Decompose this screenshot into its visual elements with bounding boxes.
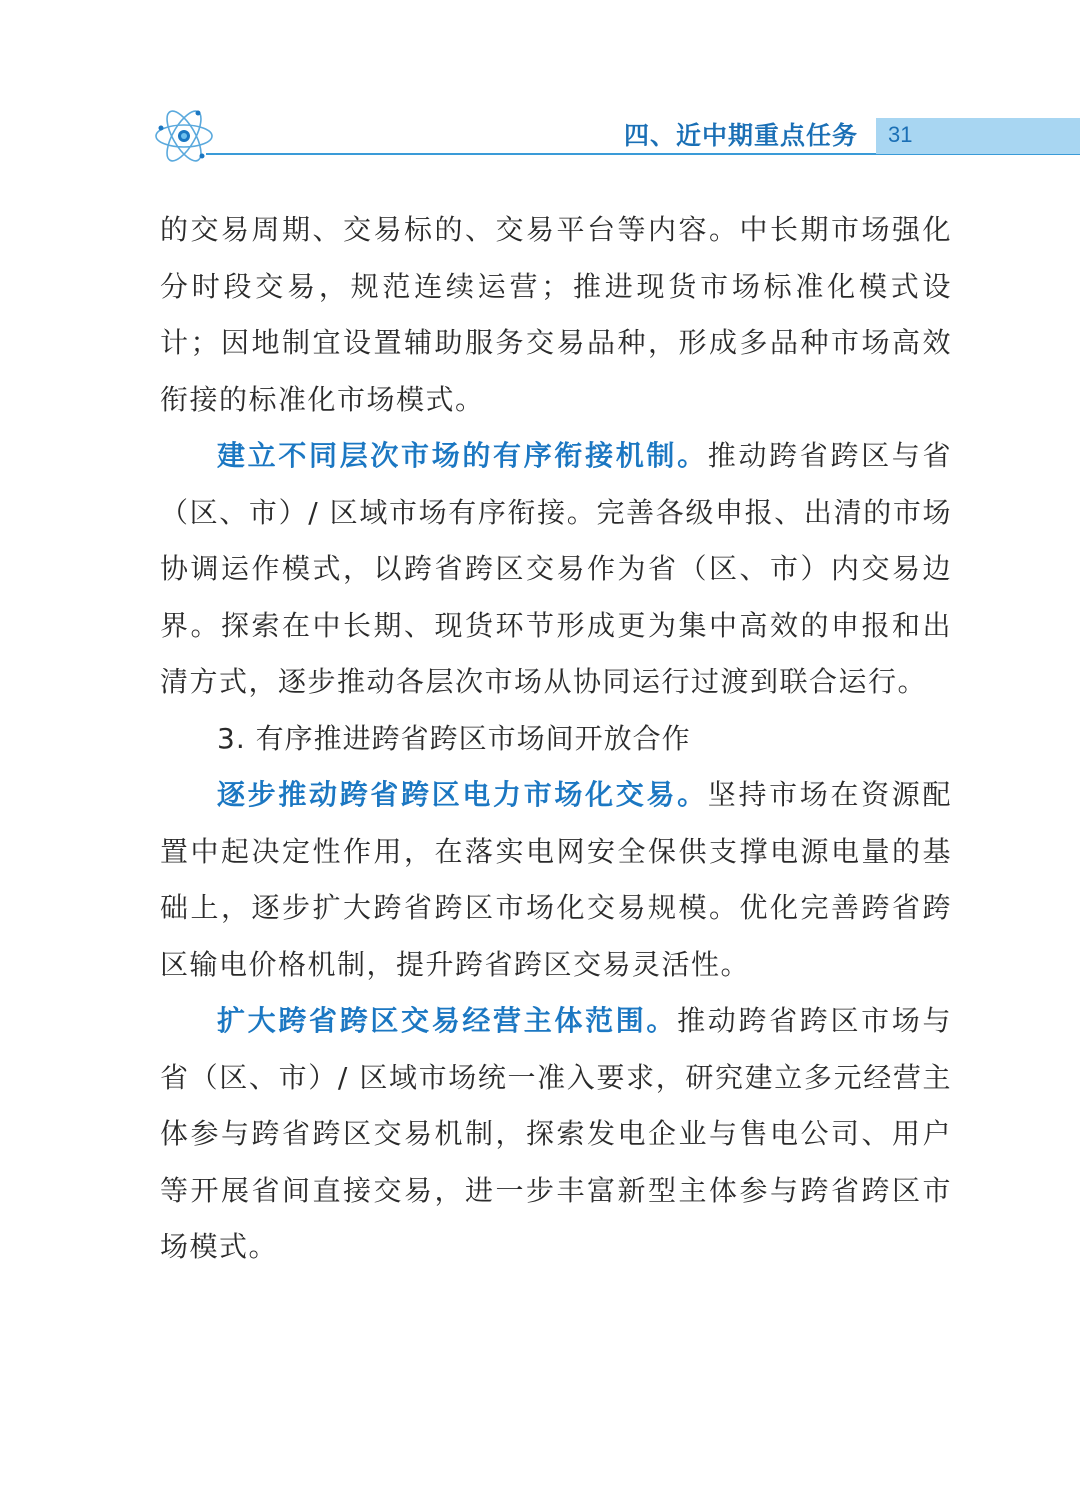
paragraph-market-entities xyxy=(160,993,952,1276)
paragraph-cross-province-trading xyxy=(160,767,952,993)
section-heading-3: 3. 有序推进跨省跨区市场间开放合作 xyxy=(217,721,691,755)
paragraph-text-tiered-market: 推动跨省跨区与省（区、市）/ 区域市场有序衔接。完善各级申报、出清的市场协调运作模式，以跨省跨区交易作为省（区、市）内交易边界。探索在中长期、现货环节形成更为集中高效的申报和出清方式，逐步推动各层次市场从协同运行过渡到联合运行。 xyxy=(160,439,952,698)
page-header xyxy=(0,0,1080,180)
paragraph-text-cross-province-trading: 坚持市场在资源配置中起决定性作用，在落实电网安全保供支撑电源电量的基础上，逐步扩大跨省跨区市场化交易规模。优化完善跨省跨区输电价格机制，提升跨省跨区交易灵活性。 xyxy=(160,778,952,981)
paragraph-lead-tiered-market: 建立不同层次市场的有序衔接机制。 xyxy=(217,439,708,472)
section-title: 四、近中期重点任务 xyxy=(623,121,858,150)
paragraph-text-market-entities: 推动跨省跨区市场与省（区、市）/ 区域市场统一准入要求，研究建立多元经营主体参与跨省跨区交易机制，探索发电企业与售电公司、用户等开展省间直接交易，进一步丰富新型主体参与跨省跨区市场模式。 xyxy=(160,1004,952,1263)
paragraph-continued: 的交易周期、交易标的、交易平台等内容。中长期市场强化分时段交易，规范连续运营；推进现货市场标准化模式设计；因地制宜设置辅助服务交易品种，形成多品种市场高效衔接的标准化市场模式。 xyxy=(160,213,952,416)
paragraph-tiered-market xyxy=(160,428,952,711)
page-number: 31 xyxy=(888,122,913,147)
atom-icon xyxy=(152,104,216,168)
paragraph-lead-market-entities: 扩大跨省跨区交易经营主体范围。 xyxy=(217,1004,678,1037)
paragraph-lead-cross-province-trading: 逐步推动跨省跨区电力市场化交易。 xyxy=(217,778,708,811)
page-body xyxy=(160,202,952,1276)
page-number-tab xyxy=(876,118,1080,154)
